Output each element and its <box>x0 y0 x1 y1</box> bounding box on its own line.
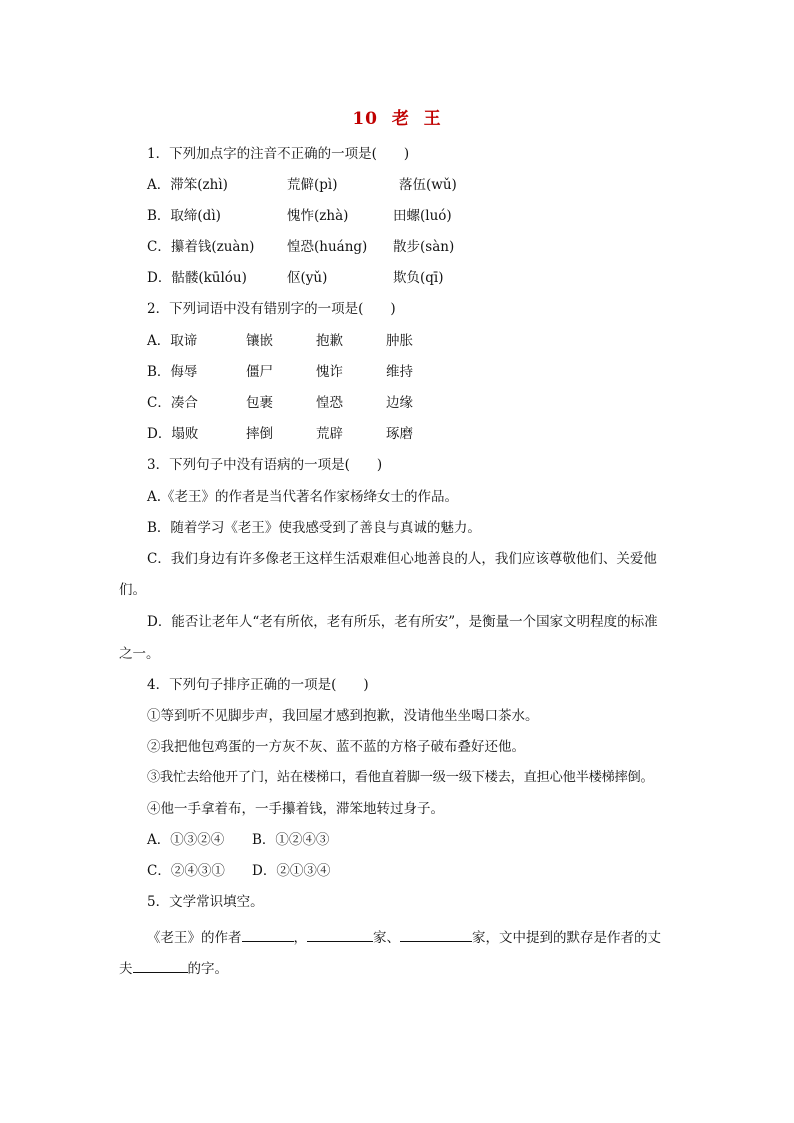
husband-name-blank[interactable] <box>133 958 188 973</box>
q1-option-b-2: 愧怍(zhà) <box>287 208 349 224</box>
q2-option-c-2: 包裹 <box>246 395 273 411</box>
question-2-stem: 2．下列词语中没有错别字的一项是( ) <box>147 301 396 317</box>
q5-text-end: 的字。 <box>187 961 228 977</box>
q2-option-b-1: B．侮辱 <box>147 364 198 380</box>
q2-option-a-4: 肿胀 <box>386 333 413 349</box>
page-title: 10 老 王 <box>352 109 442 129</box>
q3-option-b: B．随着学习《老王》使我感受到了善良与真诚的魅力。 <box>147 520 481 536</box>
q5-text-profession-2: 家，文中提到的默存是作者的丈 <box>472 930 661 946</box>
q5-text-comma: ， <box>293 930 307 946</box>
q1-option-c-2: 惶恐(huáng) <box>287 239 368 255</box>
q4-sentence-1: ①等到听不见脚步声，我回屋才感到抱歉，没请他坐坐喝口茶水。 <box>147 708 539 724</box>
q1-option-a-3: 落伍(wǔ) <box>399 177 457 193</box>
q1-option-c-1: C．攥着钱(zuàn) <box>147 239 255 255</box>
q2-option-b-3: 愧诈 <box>316 364 343 380</box>
q4-sentence-4: ④他一手拿着布，一手攥着钱，滞笨地转过身子。 <box>147 801 444 817</box>
q1-option-a-1: A．滞笨(zhì) <box>147 177 228 193</box>
q2-option-d-1: D．塌败 <box>147 426 199 442</box>
q3-option-d-line-1: D．能否让老年人“老有所依，老有所乐，老有所安”，是衡量一个国家文明程度的标准 <box>147 614 658 630</box>
q2-option-a-1: A．取谛 <box>147 333 198 349</box>
q1-option-d-2: 伛(yǔ) <box>287 270 328 286</box>
q4-option-d: D．②①③④ <box>252 863 331 879</box>
profession-blank-2[interactable] <box>400 927 472 942</box>
q5-line-1 <box>147 927 661 947</box>
q5-line-2 <box>119 958 228 978</box>
q1-option-d-1: D．骷髅(kūlóu) <box>147 270 247 286</box>
author-blank[interactable] <box>242 927 294 942</box>
q2-option-d-3: 荒辟 <box>316 426 343 442</box>
q5-text-profession-1: 家、 <box>373 930 400 946</box>
q1-option-b-3: 田螺(luó) <box>393 208 452 224</box>
q2-option-d-2: 摔倒 <box>246 426 273 442</box>
question-4-stem: 4．下列句子排序正确的一项是( ) <box>147 677 369 693</box>
q4-option-c: C．②④③① <box>147 863 225 879</box>
q2-option-a-3: 抱歉 <box>316 333 343 349</box>
q2-option-a-2: 镶嵌 <box>246 333 273 349</box>
q2-option-c-3: 惶恐 <box>316 395 343 411</box>
q1-option-a-2: 荒僻(pì) <box>287 177 338 193</box>
q1-option-d-3: 欺负(qī) <box>393 270 444 286</box>
q3-option-c-line-2: 们。 <box>119 582 146 598</box>
q1-option-b-1: B．取缔(dì) <box>147 208 221 224</box>
q3-option-c-line-1: C．我们身边有许多像老王这样生活艰难但心地善良的人，我们应该尊敬他们、关爱他 <box>147 551 657 567</box>
q4-sentence-2: ②我把他包鸡蛋的一方灰不灰、蓝不蓝的方格子破布叠好还他。 <box>147 739 525 755</box>
q2-option-b-2: 僵尸 <box>246 364 273 380</box>
q2-option-d-4: 琢磨 <box>386 426 413 442</box>
q5-text-author: 《老王》的作者 <box>147 930 242 946</box>
q4-sentence-3: ③我忙去给他开了门，站在楼梯口，看他直着脚一级一级下楼去，直担心他半楼梯摔倒。 <box>147 770 654 785</box>
q4-option-a: A．①③②④ <box>147 832 225 848</box>
q5-text-husband: 夫 <box>119 961 133 977</box>
q2-option-c-4: 边缘 <box>386 395 413 411</box>
q2-option-c-1: C．凑合 <box>147 395 198 411</box>
profession-blank-1[interactable] <box>307 927 373 942</box>
question-1-stem: 1．下列加点字的注音不正确的一项是( ) <box>147 146 410 162</box>
q3-option-d-line-2: 之一。 <box>119 646 160 662</box>
question-3-stem: 3．下列句子中没有语病的一项是( ) <box>147 457 383 473</box>
q3-option-a: A.《老王》的作者是当代著名作家杨绛女士的作品。 <box>147 489 459 505</box>
q4-option-b: B．①②④③ <box>252 832 330 848</box>
question-5-stem: 5．文学常识填空。 <box>147 894 264 910</box>
q1-option-c-3: 散步(sàn) <box>393 239 455 255</box>
q2-option-b-4: 维持 <box>386 364 413 380</box>
